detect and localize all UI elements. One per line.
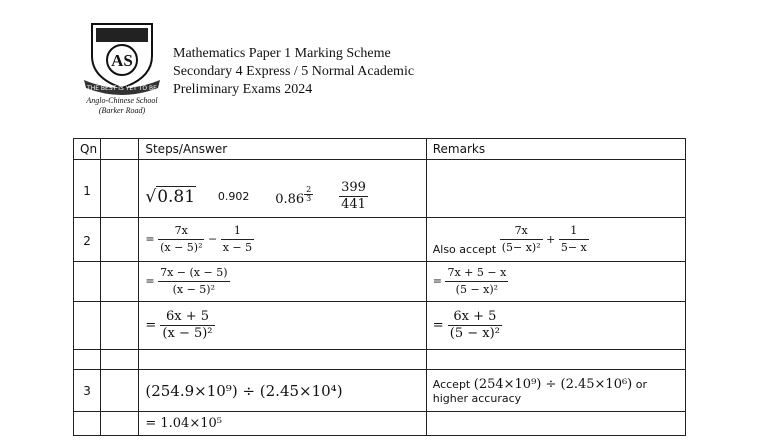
sqrt-symbol: √0.81 <box>145 186 196 207</box>
table-row-q2-step1 <box>74 218 686 262</box>
table-row-q2-step3 <box>74 302 686 350</box>
q2-remark-1: Also accept $\frac{7x}{\text{(5− x)²}}$ + $\frac{1}{5- x}$ <box>426 218 685 262</box>
q2-step-1: = $\frac{7x}{\text{(x − 5)²}}$ − $\frac{1}{x - 5}$ <box>139 218 426 262</box>
title-line-1: Mathematics Paper 1 Marking Scheme <box>173 46 391 61</box>
header-steps: Steps/Answer <box>139 139 426 160</box>
q3-step-2: = 1.04×10⁵ <box>139 412 426 436</box>
table-header-row <box>74 139 686 160</box>
q1-value-3: 0.86 $^{\frac{2}{3}}$ <box>275 185 312 207</box>
q2-remark-2: = $\frac{7x + 5 - x}{\text{(5 − x)²}}$ <box>426 262 685 302</box>
q1-marks <box>101 160 139 218</box>
document-title <box>173 45 414 99</box>
q2-step-3: = $\frac{6x + 5}{\text{(x − 5)²}}$ <box>139 302 426 350</box>
q3-number: 3 <box>74 370 101 412</box>
header-remarks: Remarks <box>426 139 685 160</box>
table-row-q2-step2 <box>74 262 686 302</box>
q1-value-2: 0.902 <box>217 190 250 203</box>
school-motto: THE BEST IS YET TO BE <box>87 85 157 92</box>
table-row-spacer <box>74 350 686 370</box>
table-row-q3-step1 <box>74 370 686 412</box>
q2-number: 2 <box>74 218 101 262</box>
header-marks <box>101 139 139 160</box>
q1-sqrt-value: 0.81 <box>157 186 196 207</box>
q1-answer <box>139 160 426 218</box>
q2-marks <box>101 218 139 262</box>
q3-marks <box>101 370 139 412</box>
school-name: Anglo-Chinese School (Barker Road) <box>86 96 158 115</box>
table-row-q3-step2 <box>74 412 686 436</box>
q2-step-2: = $\frac{7x - (x - 5)}{\text{(x − 5)²}}$ <box>139 262 426 302</box>
title-line-3: Preliminary Exams 2024 <box>173 82 313 97</box>
page-header <box>0 0 784 130</box>
title-line-2: Secondary 4 Express / 5 Normal Academic <box>173 64 415 79</box>
marking-scheme-table <box>73 138 686 436</box>
q3-step-1: (254.9×10⁹) ÷ (2.45×10⁴) <box>139 370 426 412</box>
table-row-q1 <box>74 160 686 218</box>
q1-remarks <box>426 160 685 218</box>
crest-letters: AS <box>111 51 133 70</box>
header-qn: Qn <box>74 139 101 160</box>
q1-number: 1 <box>74 160 101 218</box>
q2-remark-3: = $\frac{6x + 5}{\text{(5 − x)²}}$ <box>426 302 685 350</box>
q1-fraction: $\frac{399}{441}$ <box>341 180 366 212</box>
q3-remark: Accept (254×10⁹) ÷ (2.45×10⁶) or higher accuracy <box>426 370 685 412</box>
